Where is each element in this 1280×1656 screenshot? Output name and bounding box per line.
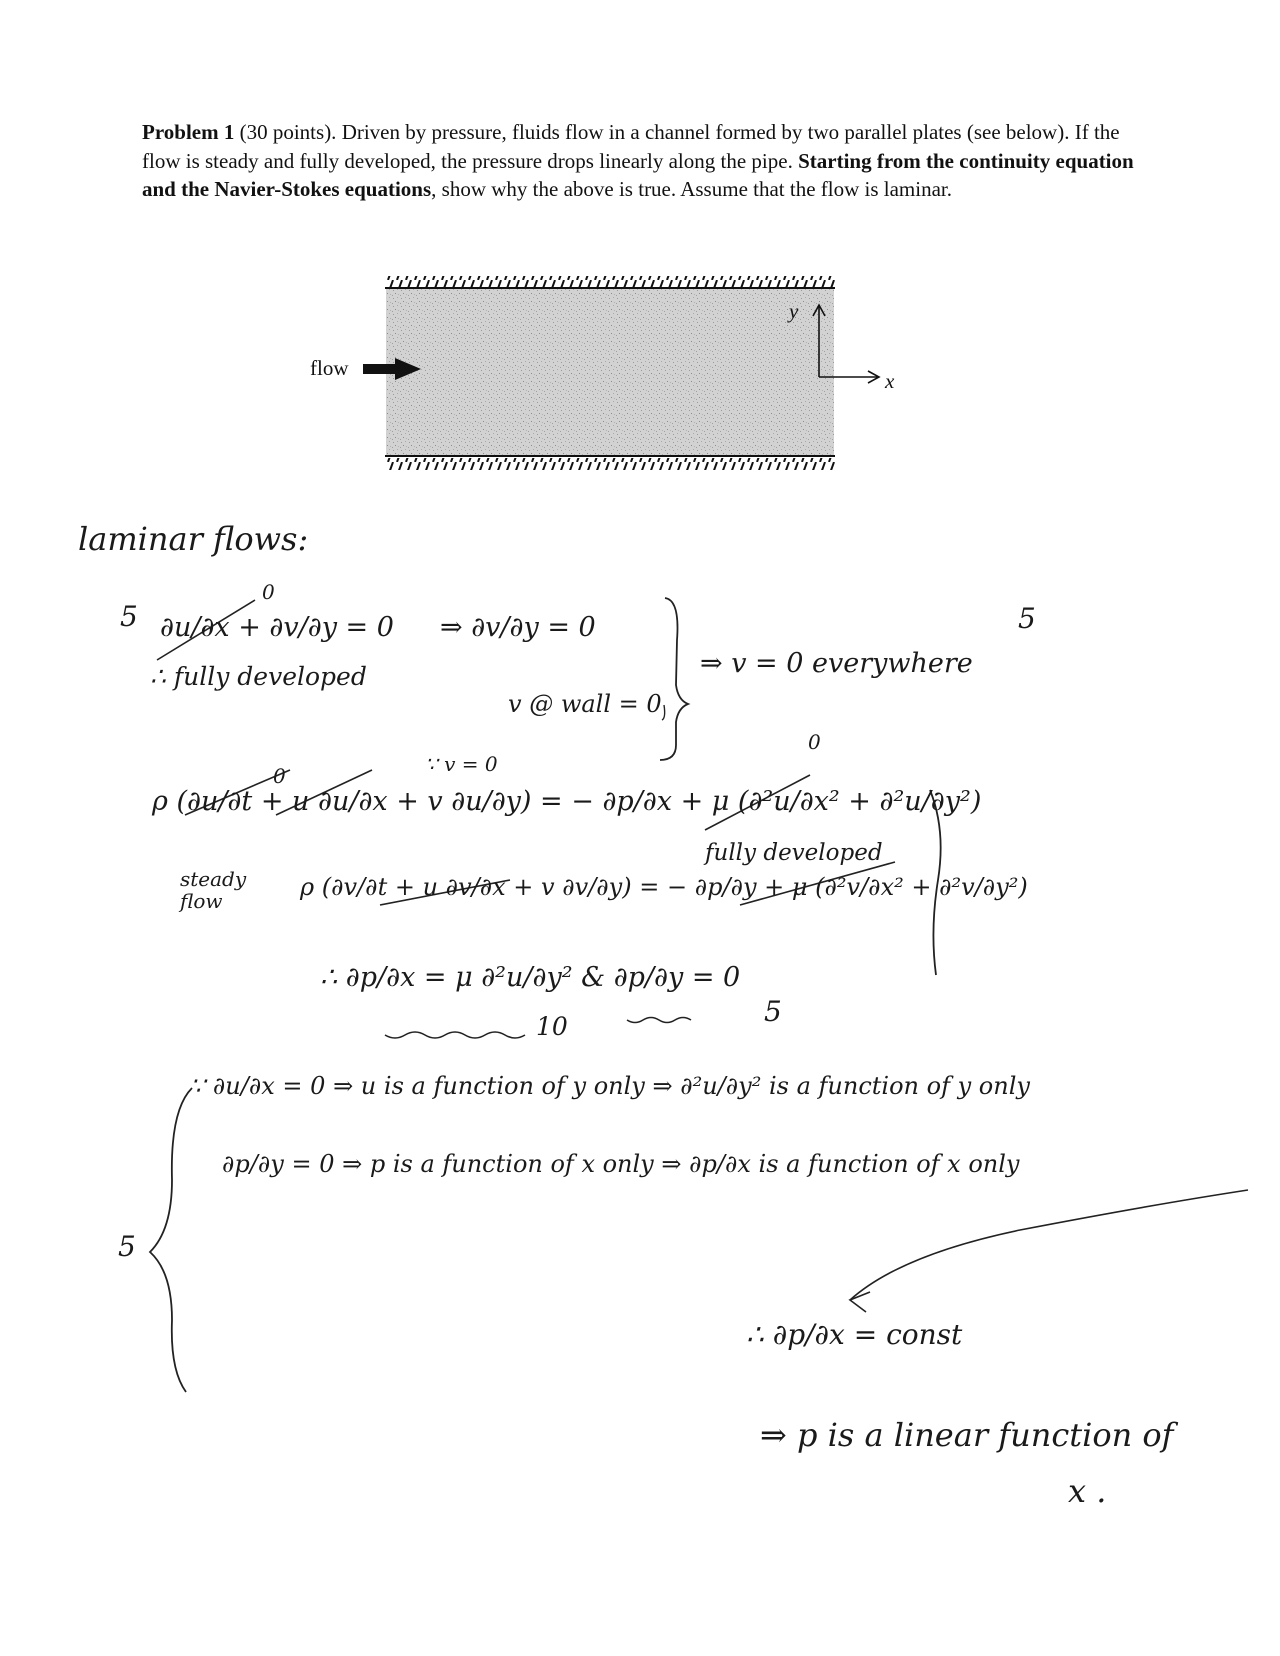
hw-ns-y: ρ (∂v/∂t + u ∂v/∂x + v ∂v/∂y) = − ∂p/∂y + μ (∂²v/∂x² + ∂²v/∂y²) bbox=[300, 873, 1028, 901]
hw-conclusion-1: ⇒ p is a linear function of bbox=[760, 1416, 1174, 1454]
hw-score-3: 10 bbox=[536, 1012, 568, 1041]
x-axis-label: x bbox=[885, 369, 895, 393]
hw-const: ∴ ∂p/∂x = const bbox=[746, 1318, 963, 1351]
problem-text-2: , show why the above is true. Assume that the flow is laminar. bbox=[431, 177, 953, 201]
flow-arrow-shaft bbox=[363, 364, 395, 374]
hw-v-zero-everywhere: ⇒ v = 0 everywhere bbox=[700, 648, 973, 679]
hw-heading: laminar flows: bbox=[78, 520, 309, 558]
hw-steady-flow: steady flow bbox=[180, 867, 247, 913]
problem-title: Problem 1 bbox=[142, 120, 235, 144]
bracket-left-bottom bbox=[662, 705, 665, 720]
hw-score-2: 5 bbox=[1018, 602, 1036, 635]
hw-conclusion-2: x . bbox=[1068, 1472, 1107, 1510]
top-wall-hatch bbox=[385, 276, 835, 288]
hw-because-v0: ∵ v = 0 bbox=[425, 752, 498, 776]
problem-text-1: Driven by pressure, fluids flow in a channel formed by two parallel plates (see below). If the flow is steady and fully developed, the pressure drops linearly along the pipe. bbox=[142, 120, 1120, 173]
hw-continuity: ∂u/∂x + ∂v/∂y = 0 bbox=[160, 612, 394, 643]
y-axis-label: y bbox=[789, 299, 799, 323]
flow-label: flow bbox=[310, 356, 349, 380]
hw-line-u: ∵ ∂u/∂x = 0 ⇒ u is a function of y only ⇒ ∂²u/∂y² is a function of y only bbox=[190, 1072, 1030, 1100]
curved-arrow-head bbox=[850, 1292, 870, 1312]
hw-line-p: ∂p/∂y = 0 ⇒ p is a function of x only ⇒ ∂p/∂x is a function of x only bbox=[222, 1150, 1020, 1178]
brace-left-big bbox=[150, 1088, 192, 1392]
bottom-wall-hatch bbox=[385, 458, 835, 470]
brace-right bbox=[660, 598, 688, 760]
hw-zero-mark-2: 0 bbox=[808, 730, 821, 754]
underline-squiggle-1 bbox=[385, 1032, 525, 1038]
hw-score-5: 5 bbox=[118, 1230, 136, 1263]
hw-implies-dvdy: ⇒ ∂v/∂y = 0 bbox=[440, 612, 596, 643]
fluid-region bbox=[386, 289, 834, 455]
hw-wall-bc: v @ wall = 0 bbox=[508, 690, 662, 718]
hw-score-1: 5 bbox=[120, 600, 138, 633]
hw-zero-mark-1: 0 bbox=[262, 580, 275, 604]
hw-result: ∴ ∂p/∂x = μ ∂²u/∂y² & ∂p/∂y = 0 bbox=[320, 962, 741, 993]
curved-arrow bbox=[850, 1190, 1248, 1300]
hw-fully-developed: ∴ fully developed bbox=[150, 662, 367, 691]
problem-points: (30 points). bbox=[239, 120, 337, 144]
hw-ns-x: ρ (∂u/∂t + u ∂u/∂x + v ∂u/∂y) = − ∂p/∂x + μ (∂²u/∂x² + ∂²u/∂y²) bbox=[152, 786, 982, 817]
hw-score-4: 5 bbox=[764, 995, 782, 1028]
underline-squiggle-2 bbox=[627, 1018, 691, 1023]
problem-bold-instruction: Starting from the continuity equation and the Navier-Stokes equations bbox=[142, 148, 1134, 201]
hw-fully-developed-2: fully developed bbox=[705, 840, 883, 866]
hw-zero-mark-3: 0 bbox=[273, 764, 286, 788]
